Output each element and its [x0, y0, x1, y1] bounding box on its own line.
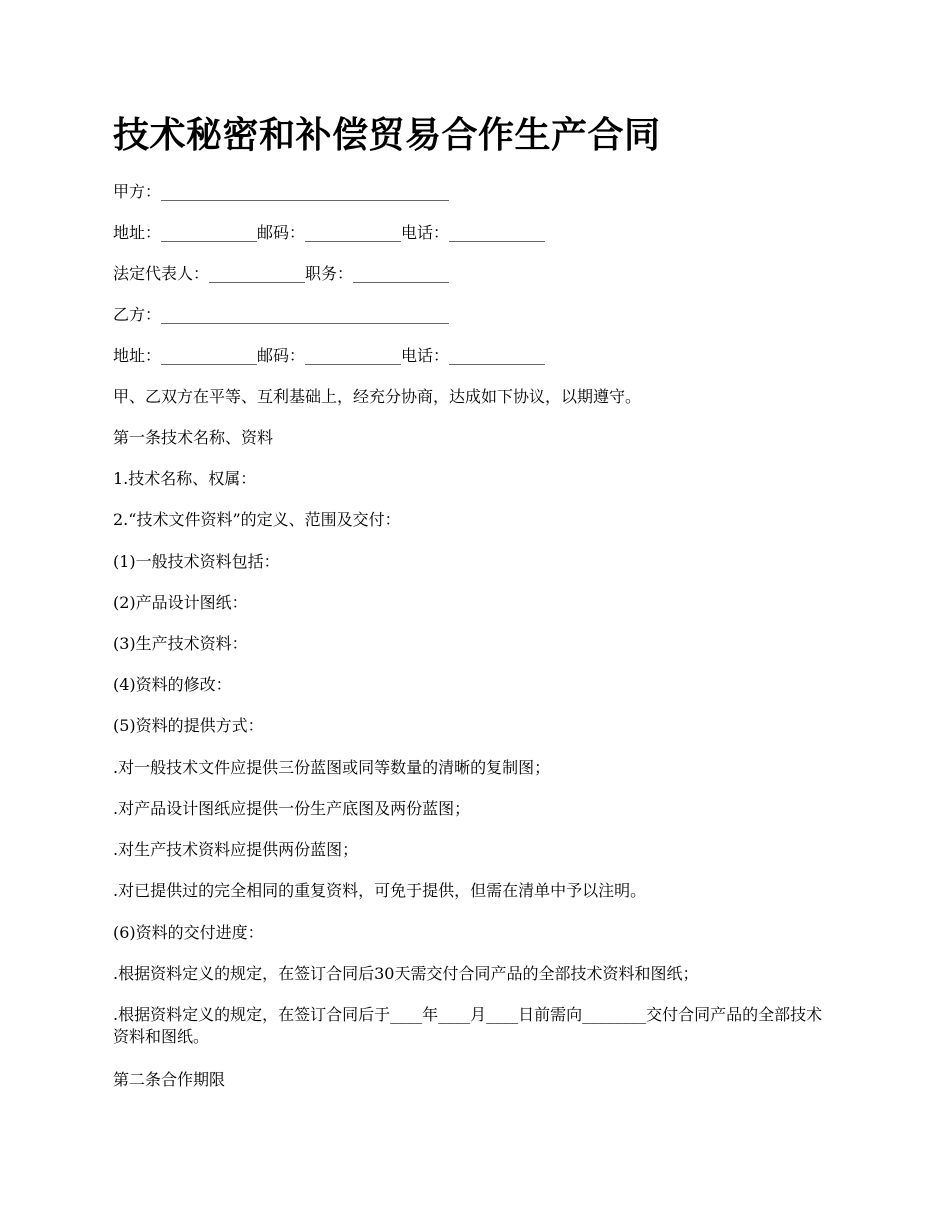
item-2: (2)产品设计图纸：: [113, 593, 248, 612]
party-a-representative-line: 法定代表人：____________职务：____________: [113, 264, 450, 283]
provision-duplicate-docs: .对已提供过的完全相同的重复资料，可免于提供，但需在清单中予以注明。: [113, 881, 647, 900]
delivery-deadline: .根据资料定义的规定，在签订合同后于____年____月____日前需向________交付合同产品的全部技术资料和图纸。: [113, 1005, 823, 1046]
delivery-30-days: .根据资料定义的规定，在签订合同后30天需交付合同产品的全部技术资料和图纸；: [113, 964, 699, 983]
provision-production-docs: .对生产技术资料应提供两份蓝图；: [113, 840, 359, 859]
article-1-heading: 第一条技术名称、资料: [113, 428, 274, 447]
clause-1-1: 1.技术名称、权属：: [113, 469, 257, 488]
item-6: (6)资料的交付进度：: [113, 923, 264, 942]
item-1: (1)一般技术资料包括：: [113, 552, 280, 571]
party-a-line: 甲方：____________________________________: [113, 182, 450, 201]
item-3: (3)生产技术资料：: [113, 634, 248, 653]
party-b-address-line: 地址：____________邮码：____________电话：____________: [113, 346, 546, 365]
party-b-line: 乙方：____________________________________: [113, 305, 450, 324]
item-5: (5)资料的提供方式：: [113, 716, 264, 735]
document-title: 技术秘密和补偿贸易合作生产合同: [113, 115, 661, 156]
party-a-address-line: 地址：____________邮码：____________电话：____________: [113, 223, 546, 242]
preamble-paragraph: 甲、乙双方在平等、互利基础上，经充分协商，达成如下协议，以期遵守。: [113, 387, 642, 406]
provision-design-drawings: .对产品设计图纸应提供一份生产底图及两份蓝图；: [113, 799, 471, 818]
clause-1-2: 2.“技术文件资料”的定义、范围及交付：: [113, 510, 401, 529]
item-4: (4)资料的修改：: [113, 675, 232, 694]
provision-general-docs: .对一般技术文件应提供三份蓝图或同等数量的清晰的复制图；: [113, 758, 551, 777]
article-2-heading: 第二条合作期限: [113, 1070, 226, 1089]
